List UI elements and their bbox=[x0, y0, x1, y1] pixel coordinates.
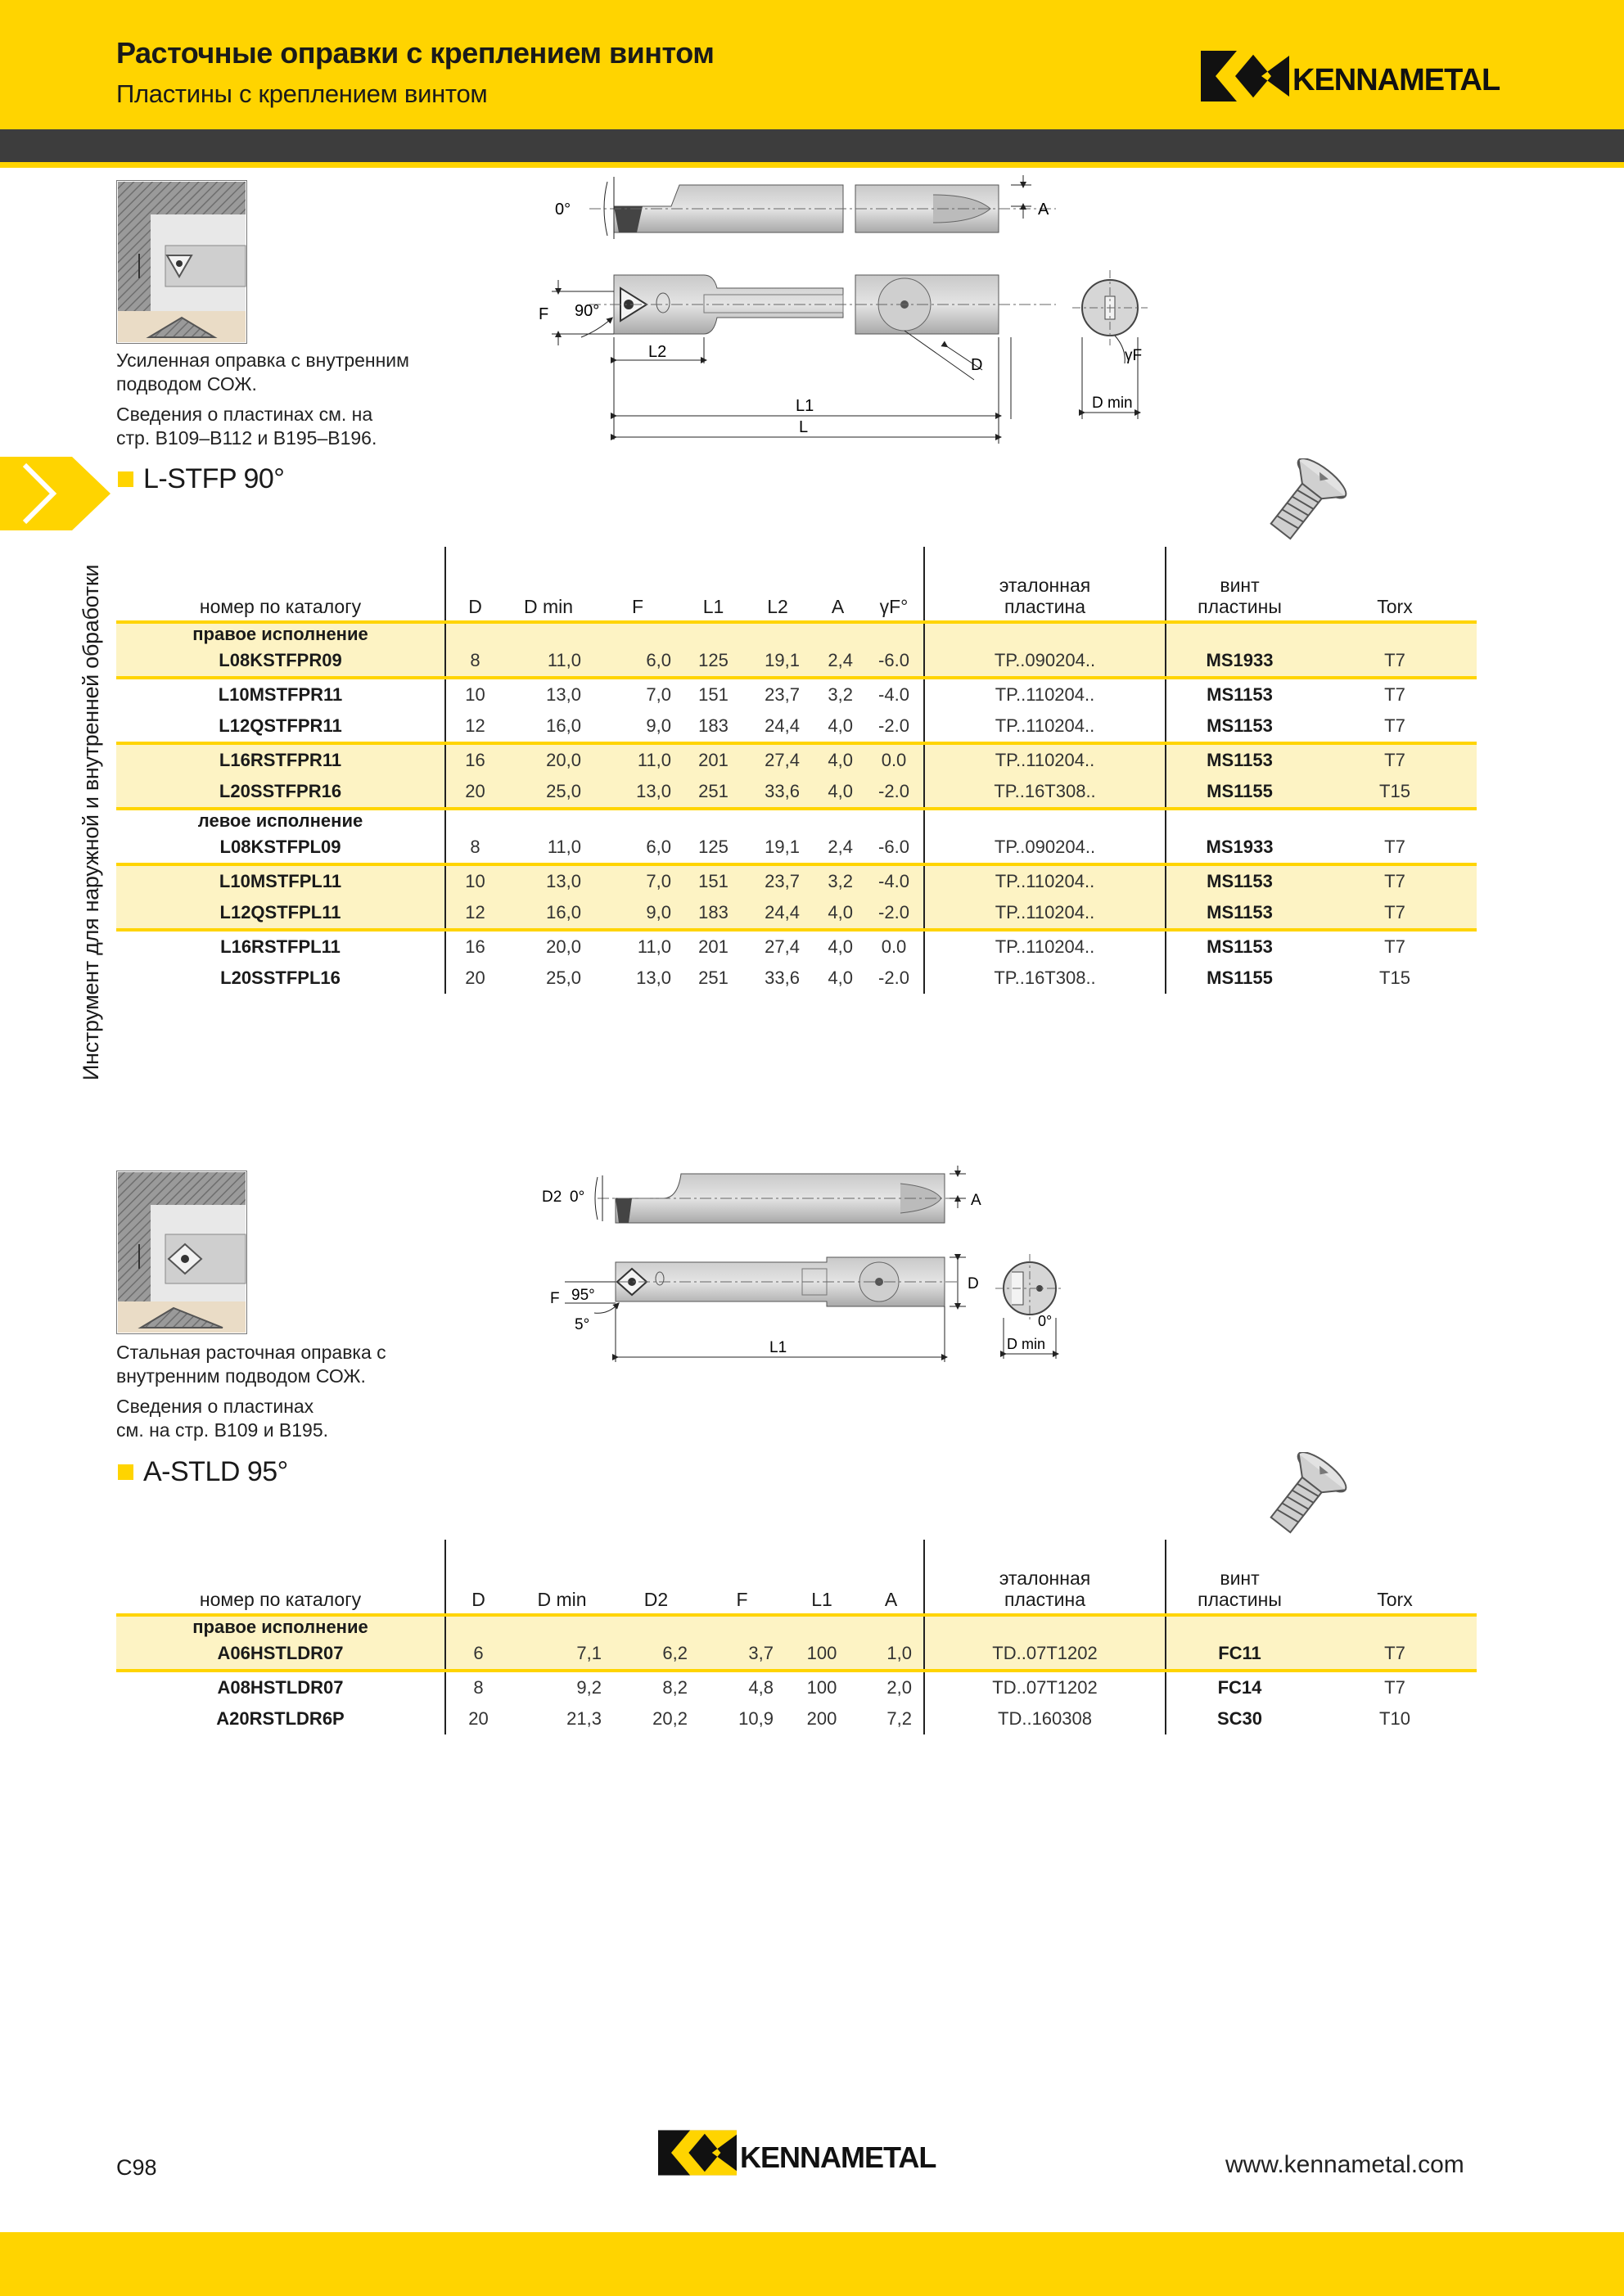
cell-yF: -6.0 bbox=[864, 645, 924, 678]
cell-A: 2,0 bbox=[859, 1671, 924, 1703]
cell-cat: L08KSTFPR09 bbox=[116, 645, 445, 678]
boring-operation-illustration-2 bbox=[116, 1171, 247, 1334]
cell-D: 8 bbox=[470, 837, 480, 857]
empty-cell bbox=[1313, 1615, 1477, 1638]
cell-L1: 125 bbox=[683, 645, 744, 678]
cell-screw: MS1933 bbox=[1206, 837, 1274, 857]
cell-Dmin: 13,0 bbox=[504, 678, 593, 710]
dim-L1-label: L1 bbox=[796, 397, 814, 415]
empty-cell bbox=[744, 622, 811, 645]
empty-cell bbox=[924, 809, 1166, 832]
cell-F: 13,0 bbox=[636, 968, 671, 988]
l-stfp-spec-table bbox=[116, 547, 1477, 994]
col-catalog: номер по каталогу bbox=[116, 547, 445, 622]
empty-cell bbox=[593, 809, 683, 832]
cell-screw: MS1153 bbox=[1166, 864, 1313, 897]
empty-cell bbox=[924, 622, 1166, 645]
empty-cell bbox=[699, 1615, 785, 1638]
empty-cell bbox=[504, 809, 593, 832]
cell-torx: T7 bbox=[1313, 743, 1477, 776]
table-header-row bbox=[116, 547, 1477, 622]
empty-cell bbox=[445, 809, 504, 832]
empty-cell bbox=[445, 1615, 511, 1638]
cell-Dmin: 9,2 bbox=[511, 1671, 613, 1703]
cell-Dmin: 11,0 bbox=[547, 837, 581, 857]
dim-A-label-2: A bbox=[971, 1192, 981, 1209]
table-header-row bbox=[116, 1540, 1477, 1615]
cell-D: 20 bbox=[445, 776, 504, 809]
cell-D2: 6,2 bbox=[613, 1638, 699, 1671]
cell-Dmin: 25,0 bbox=[546, 968, 581, 988]
col-screw bbox=[1166, 547, 1313, 622]
cell-torx: T7 bbox=[1313, 678, 1477, 710]
cell-yF: -4.0 bbox=[864, 864, 924, 897]
col-insert-line: эталонная bbox=[999, 1568, 1091, 1589]
cell-torx: T7 bbox=[1313, 1671, 1477, 1703]
table-body bbox=[116, 1615, 1477, 1734]
kennametal-k-icon bbox=[658, 2128, 737, 2177]
cell-F: 7,0 bbox=[593, 864, 683, 897]
dim-L1-label-2: L1 bbox=[769, 1339, 787, 1356]
website-url[interactable]: www.kennametal.com bbox=[1225, 2151, 1464, 2178]
empty-cell bbox=[1313, 809, 1477, 832]
cell-L2: 19,1 bbox=[765, 837, 800, 857]
cell-D: 8 bbox=[445, 1671, 511, 1703]
desc-line: внутренним подводом СОЖ. bbox=[116, 1365, 366, 1387]
cell-A: 4,0 bbox=[811, 897, 864, 930]
cell-yF: -4.0 bbox=[864, 678, 924, 710]
dim-dmin-label: D min bbox=[1092, 395, 1133, 412]
dim-A-label: A bbox=[1038, 201, 1049, 219]
dim-D-label: D bbox=[971, 356, 983, 374]
cell-torx: T15 bbox=[1379, 968, 1410, 988]
technical-drawing-l-stfp bbox=[532, 174, 1162, 452]
cell-torx: T7 bbox=[1313, 930, 1477, 963]
cell-A: 2,4 bbox=[828, 837, 853, 857]
cell-A: 4,0 bbox=[828, 968, 853, 988]
cell-A: 7,2 bbox=[859, 1703, 924, 1734]
cell-yF: 0.0 bbox=[864, 743, 924, 776]
empty-cell bbox=[1166, 809, 1313, 832]
tool-description-2 bbox=[116, 1341, 460, 1442]
page-subtitle: Пластины с креплением винтом bbox=[116, 79, 488, 108]
dim-0deg-label: 0° bbox=[555, 201, 571, 219]
cell-F: 6,0 bbox=[646, 837, 671, 857]
cell-L2: 24,4 bbox=[744, 897, 811, 930]
cell-insert: TP..110204.. bbox=[924, 710, 1166, 743]
cell-cat: L16RSTFPL11 bbox=[116, 930, 445, 963]
cell-L2: 27,4 bbox=[744, 930, 811, 963]
table-row bbox=[116, 1671, 1477, 1703]
cell-insert: TP..090204.. bbox=[924, 645, 1166, 678]
cell-L2: 33,6 bbox=[744, 776, 811, 809]
cell-L2: 33,6 bbox=[765, 968, 800, 988]
cell-Dmin: 7,1 bbox=[511, 1638, 613, 1671]
empty-cell bbox=[924, 1615, 1166, 1638]
empty-cell bbox=[744, 809, 811, 832]
cell-D: 20 bbox=[465, 968, 485, 988]
group-label-row bbox=[116, 622, 1477, 645]
cell-screw: MS1155 bbox=[1166, 776, 1313, 809]
cell-screw: MS1153 bbox=[1166, 678, 1313, 710]
desc-line: Стальная расточная оправка с bbox=[116, 1342, 386, 1363]
empty-cell bbox=[504, 622, 593, 645]
section-heading-l-stfp bbox=[118, 463, 284, 495]
side-section-text: Инструмент для наружной и внутренней обработки bbox=[79, 564, 103, 1080]
cell-Dmin: 13,0 bbox=[504, 864, 593, 897]
cell-F: 6,0 bbox=[593, 645, 683, 678]
cell-cat: L16RSTFPR11 bbox=[116, 743, 445, 776]
footer-yellow-band bbox=[0, 2232, 1624, 2296]
cell-F: 3,7 bbox=[699, 1638, 785, 1671]
table-row bbox=[116, 1703, 1477, 1734]
cell-insert: TP..110204.. bbox=[924, 678, 1166, 710]
empty-cell bbox=[811, 622, 864, 645]
table-row bbox=[116, 897, 1477, 930]
page-number: C98 bbox=[116, 2155, 157, 2180]
kennametal-logo bbox=[1201, 51, 1500, 101]
col-catalog: номер по каталогу bbox=[116, 1540, 445, 1615]
cell-F: 7,0 bbox=[593, 678, 683, 710]
table-row bbox=[116, 963, 1477, 994]
empty-cell bbox=[683, 622, 744, 645]
col-Dmin: D min bbox=[511, 1540, 613, 1615]
cell-L1: 251 bbox=[683, 776, 744, 809]
col-A: A bbox=[811, 547, 864, 622]
table-row bbox=[116, 776, 1477, 809]
group-label-row bbox=[116, 1615, 1477, 1638]
dim-F-label-2: F bbox=[550, 1290, 560, 1307]
cell-L1: 100 bbox=[785, 1671, 859, 1703]
cell-insert: TP..16T308.. bbox=[924, 776, 1166, 809]
cell-torx: T10 bbox=[1379, 1708, 1410, 1729]
col-insert-line: пластина bbox=[1004, 1589, 1086, 1610]
col-screw-line: винт bbox=[1220, 1568, 1260, 1589]
table-body bbox=[116, 622, 1477, 994]
cell-L1: 151 bbox=[683, 678, 744, 710]
cell-torx: T7 bbox=[1313, 645, 1477, 678]
cell-A: 4,0 bbox=[828, 715, 853, 736]
cell-screw: MS1933 bbox=[1166, 645, 1313, 678]
dim-L-label: L bbox=[799, 418, 809, 436]
desc-line: стр. B109–B112 и B195–B196. bbox=[116, 427, 377, 449]
cell-cat: A20RSTLDR6P bbox=[116, 1703, 445, 1734]
cell-L1: 201 bbox=[683, 743, 744, 776]
desc-line: Сведения о пластинах bbox=[116, 1396, 314, 1417]
cell-Dmin: 20,0 bbox=[504, 743, 593, 776]
cell-cat: L20SSTFPR16 bbox=[116, 776, 445, 809]
cell-A: 2,4 bbox=[811, 645, 864, 678]
cell-D: 12 bbox=[465, 715, 485, 736]
page-header bbox=[0, 0, 1624, 129]
cell-F: 11,0 bbox=[593, 743, 683, 776]
col-F: F bbox=[699, 1540, 785, 1615]
table-row bbox=[116, 710, 1477, 743]
col-screw bbox=[1166, 1540, 1313, 1615]
cell-screw: MS1153 bbox=[1166, 930, 1313, 963]
cell-L2: 19,1 bbox=[744, 645, 811, 678]
cell-L2: 27,4 bbox=[744, 743, 811, 776]
cell-L1: 100 bbox=[785, 1638, 859, 1671]
cell-D: 10 bbox=[445, 678, 504, 710]
cell-insert: TP..110204.. bbox=[924, 897, 1166, 930]
col-screw-line: пластины bbox=[1198, 596, 1282, 617]
cell-torx: T7 bbox=[1313, 1638, 1477, 1671]
cell-yF: -2.0 bbox=[864, 776, 924, 809]
col-D: D bbox=[445, 1540, 511, 1615]
cell-A: 1,0 bbox=[859, 1638, 924, 1671]
dim-dmin-label-2: D min bbox=[1007, 1336, 1046, 1352]
table-row bbox=[116, 832, 1477, 864]
empty-cell bbox=[445, 622, 504, 645]
cell-F: 9,0 bbox=[646, 715, 671, 736]
cell-D: 16 bbox=[445, 930, 504, 963]
col-torx: Torx bbox=[1313, 1540, 1477, 1615]
empty-cell bbox=[811, 809, 864, 832]
col-A: A bbox=[859, 1540, 924, 1615]
cell-L1: 183 bbox=[683, 897, 744, 930]
cell-A: 4,0 bbox=[811, 930, 864, 963]
col-insert-line: пластина bbox=[1004, 596, 1086, 617]
table-row bbox=[116, 645, 1477, 678]
cell-screw: MS1153 bbox=[1166, 897, 1313, 930]
header-dark-band bbox=[0, 129, 1624, 162]
desc-line: см. на стр. B109 и B195. bbox=[116, 1419, 329, 1441]
cell-F: 10,9 bbox=[738, 1708, 774, 1729]
cell-A: 3,2 bbox=[811, 678, 864, 710]
logo-wordmark: KENNAMETAL bbox=[1292, 62, 1500, 97]
logo-wordmark: KENNAMETAL bbox=[740, 2140, 936, 2174]
cell-A: 4,0 bbox=[811, 743, 864, 776]
dim-5deg-label: 5° bbox=[575, 1316, 590, 1333]
cell-L1: 200 bbox=[806, 1708, 837, 1729]
header-yellow-line bbox=[0, 162, 1624, 168]
desc-line: Сведения о пластинах см. на bbox=[116, 404, 373, 425]
cell-screw: FC11 bbox=[1166, 1638, 1313, 1671]
dim-L2-label: L2 bbox=[648, 343, 667, 361]
table-row bbox=[116, 743, 1477, 776]
cell-cat: L12QSTFPR11 bbox=[116, 710, 445, 743]
cell-insert: TD..07T1202 bbox=[924, 1671, 1166, 1703]
dim-90deg-label: 90° bbox=[575, 302, 600, 320]
cell-cat: L10MSTFPL11 bbox=[116, 864, 445, 897]
cell-cat: L08KSTFPL09 bbox=[116, 832, 445, 864]
cell-D: 20 bbox=[468, 1708, 489, 1729]
cell-torx: T7 bbox=[1313, 864, 1477, 897]
cell-D: 10 bbox=[445, 864, 504, 897]
section-heading-a-stld bbox=[118, 1456, 288, 1488]
empty-cell bbox=[683, 809, 744, 832]
cell-screw: FC14 bbox=[1166, 1671, 1313, 1703]
cell-L1: 125 bbox=[698, 837, 729, 857]
footer-kennametal-logo bbox=[658, 2128, 936, 2177]
heading-square-icon bbox=[118, 471, 133, 487]
empty-cell bbox=[859, 1615, 924, 1638]
col-gammaF: γF° bbox=[864, 547, 924, 622]
section-heading-text: L-STFP 90° bbox=[143, 463, 285, 494]
cell-Dmin: 21,3 bbox=[566, 1708, 602, 1729]
cell-Dmin: 20,0 bbox=[504, 930, 593, 963]
cell-F: 9,0 bbox=[593, 897, 683, 930]
cell-L1: 251 bbox=[698, 968, 729, 988]
cell-F: 13,0 bbox=[593, 776, 683, 809]
cell-yF: -2.0 bbox=[864, 897, 924, 930]
cell-D: 8 bbox=[445, 645, 504, 678]
col-Dmin: D min bbox=[504, 547, 593, 622]
col-L2: L2 bbox=[744, 547, 811, 622]
col-insert-line: эталонная bbox=[999, 575, 1091, 596]
group-label: правое исполнение bbox=[116, 1615, 445, 1638]
table-row bbox=[116, 1638, 1477, 1671]
dim-D2-label: D2 bbox=[542, 1189, 562, 1206]
group-label: левое исполнение bbox=[116, 809, 445, 832]
desc-line: подводом СОЖ. bbox=[116, 373, 257, 395]
table-row bbox=[116, 864, 1477, 897]
a-stld-spec-table bbox=[116, 1540, 1477, 1734]
col-D2: D2 bbox=[613, 1540, 699, 1615]
dim-0deg-label-2: 0° bbox=[570, 1189, 585, 1206]
page-title: Расточные оправки с креплением винтом bbox=[116, 36, 715, 70]
empty-cell bbox=[1166, 1615, 1313, 1638]
desc-line: Усиленная оправка с внутренним bbox=[116, 350, 409, 371]
screw-icon bbox=[1249, 1452, 1356, 1542]
section-heading-text: A-STLD 95° bbox=[143, 1456, 288, 1487]
col-F: F bbox=[593, 547, 683, 622]
cell-L1: 201 bbox=[683, 930, 744, 963]
group-label: правое исполнение bbox=[116, 622, 445, 645]
cell-insert: TP..16T308.. bbox=[924, 963, 1166, 994]
cell-D: 6 bbox=[445, 1638, 511, 1671]
empty-cell bbox=[1166, 622, 1313, 645]
dim-gammaF-label: γF bbox=[1125, 347, 1143, 364]
empty-cell bbox=[864, 809, 924, 832]
empty-cell bbox=[613, 1615, 699, 1638]
col-insert bbox=[924, 1540, 1166, 1615]
cell-D: 16 bbox=[445, 743, 504, 776]
heading-square-icon bbox=[118, 1464, 133, 1480]
cell-D: 12 bbox=[445, 897, 504, 930]
dim-0deg-end-label: 0° bbox=[1038, 1313, 1053, 1329]
cell-cat: L12QSTFPL11 bbox=[116, 897, 445, 930]
cell-screw: SC30 bbox=[1216, 1708, 1263, 1729]
cell-insert: TD..160308 bbox=[924, 1703, 1166, 1734]
boring-operation-illustration-1 bbox=[116, 180, 247, 344]
col-insert bbox=[924, 547, 1166, 622]
cell-Dmin: 16,0 bbox=[504, 897, 593, 930]
col-torx: Torx bbox=[1313, 547, 1477, 622]
cell-insert: TP..110204.. bbox=[924, 743, 1166, 776]
cell-torx: T7 bbox=[1384, 715, 1405, 736]
cell-D2: 20,2 bbox=[652, 1708, 688, 1729]
group-label-row bbox=[116, 809, 1477, 832]
cell-L2: 23,7 bbox=[744, 678, 811, 710]
cell-screw: MS1155 bbox=[1207, 968, 1273, 988]
cell-yF: 0.0 bbox=[864, 930, 924, 963]
side-chevron-tab bbox=[0, 457, 111, 530]
col-screw-line: пластины bbox=[1198, 1589, 1282, 1610]
cell-insert: TP..110204.. bbox=[924, 930, 1166, 963]
cell-Dmin: 11,0 bbox=[504, 645, 593, 678]
cell-insert: TP..090204.. bbox=[924, 832, 1166, 864]
technical-drawing-a-stld bbox=[532, 1166, 1072, 1370]
cell-cat: L20SSTFPL16 bbox=[116, 963, 445, 994]
cell-L2: 24,4 bbox=[765, 715, 800, 736]
empty-cell bbox=[864, 622, 924, 645]
cell-Dmin: 25,0 bbox=[504, 776, 593, 809]
cell-D2: 8,2 bbox=[613, 1671, 699, 1703]
dim-F-label: F bbox=[539, 305, 549, 323]
cell-screw: MS1153 bbox=[1207, 715, 1273, 736]
cell-F: 11,0 bbox=[593, 930, 683, 963]
cell-torx: T15 bbox=[1313, 776, 1477, 809]
cell-cat: A06HSTLDR07 bbox=[116, 1638, 445, 1671]
cell-L2: 23,7 bbox=[744, 864, 811, 897]
cell-yF: -2.0 bbox=[864, 963, 924, 994]
kennametal-k-icon bbox=[1201, 51, 1289, 101]
cell-torx: T7 bbox=[1313, 897, 1477, 930]
side-section-label bbox=[79, 564, 103, 1089]
tool-description-1 bbox=[116, 349, 460, 450]
cell-insert: TD..07T1202 bbox=[924, 1638, 1166, 1671]
cell-cat: A08HSTLDR07 bbox=[116, 1671, 445, 1703]
cell-Dmin: 16,0 bbox=[546, 715, 581, 736]
dim-D-label-2: D bbox=[968, 1275, 979, 1292]
cell-A: 4,0 bbox=[811, 776, 864, 809]
col-screw-line: винт bbox=[1220, 575, 1260, 596]
cell-insert: TP..110204.. bbox=[924, 864, 1166, 897]
table-row bbox=[116, 678, 1477, 710]
empty-cell bbox=[785, 1615, 859, 1638]
empty-cell bbox=[593, 622, 683, 645]
dim-95deg-label: 95° bbox=[571, 1287, 595, 1304]
cell-yF: -2.0 bbox=[864, 710, 924, 743]
cell-torx: T7 bbox=[1384, 837, 1405, 857]
screw-icon bbox=[1249, 458, 1356, 548]
cell-cat: L10MSTFPR11 bbox=[116, 678, 445, 710]
col-L1: L1 bbox=[785, 1540, 859, 1615]
col-L1: L1 bbox=[683, 547, 744, 622]
empty-cell bbox=[511, 1615, 613, 1638]
table-row bbox=[116, 930, 1477, 963]
empty-cell bbox=[1313, 622, 1477, 645]
cell-L1: 183 bbox=[698, 715, 729, 736]
col-D: D bbox=[445, 547, 504, 622]
cell-yF: -6.0 bbox=[864, 832, 924, 864]
cell-screw: MS1153 bbox=[1166, 743, 1313, 776]
cell-A: 3,2 bbox=[811, 864, 864, 897]
cell-F: 4,8 bbox=[699, 1671, 785, 1703]
cell-L1: 151 bbox=[683, 864, 744, 897]
